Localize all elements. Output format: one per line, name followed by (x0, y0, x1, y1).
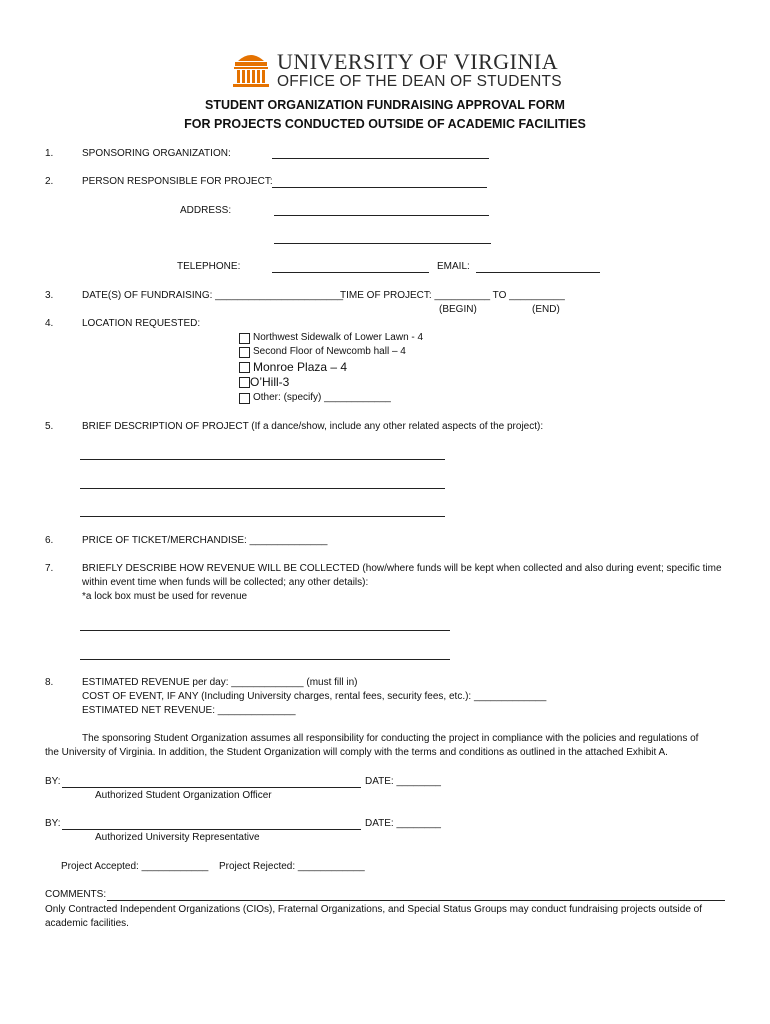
location-label: Second Floor of Newcomb hall – 4 (253, 346, 406, 357)
sponsoring-organization-field[interactable] (272, 158, 489, 159)
compliance-statement-line2: the University of Virginia. In addition, the Student Organization will comply with the terms and conditions as outlined in the attached Exhibit A. (45, 747, 668, 758)
revenue-collection-field-1[interactable] (80, 630, 450, 631)
price-of-ticket[interactable]: PRICE OF TICKET/MERCHANDISE: ______________ (82, 535, 328, 546)
time-of-project[interactable]: TIME OF PROJECT: __________ TO __________ (340, 290, 565, 301)
university-name: UNIVERSITY OF VIRGINIA (277, 49, 559, 74)
representative-signature-field[interactable] (62, 829, 361, 830)
address-field-2[interactable] (274, 243, 491, 244)
eligibility-note-line2: academic facilities. (45, 918, 129, 929)
revenue-collection-question-line1: BRIEFLY DESCRIBE HOW REVENUE WILL BE COLLECTED (how/where funds will be kept when collected and also during event; specific time (82, 563, 722, 574)
uva-rotunda-logo (232, 49, 270, 89)
form-title-line2: FOR PROJECTS CONDUCTED OUTSIDE OF ACADEMIC FACILITIES (184, 117, 586, 131)
email-label: EMAIL: (437, 261, 470, 272)
project-accepted[interactable]: Project Accepted: ____________ (61, 861, 209, 872)
project-rejected[interactable]: Project Rejected: ____________ (219, 861, 365, 872)
estimated-revenue[interactable]: ESTIMATED REVENUE per day: _____________ (must fill in) (82, 677, 358, 688)
by-label-1: BY: (45, 776, 61, 787)
location-requested-label: LOCATION REQUESTED: (82, 318, 201, 329)
project-description-field-3[interactable] (80, 516, 445, 517)
project-description-field-2[interactable] (80, 488, 445, 489)
location-label: Northwest Sidewalk of Lower Lawn - 4 (253, 332, 424, 343)
email-field[interactable] (476, 272, 600, 273)
cost-of-event[interactable]: COST OF EVENT, IF ANY (Including University charges, rental fees, security fees, etc.): _____________ (82, 691, 547, 702)
officer-date[interactable]: DATE: ________ (365, 776, 441, 787)
checkbox[interactable] (239, 347, 250, 358)
by-label-2: BY: (45, 818, 61, 829)
representative-date[interactable]: DATE: ________ (365, 818, 441, 829)
revenue-collection-question-line2: within event time when funds will be collected; any other details): (82, 577, 369, 588)
checkbox[interactable] (239, 377, 250, 388)
eligibility-note-line1: Only Contracted Independent Organizations (CIOs), Fraternal Organizations, and Special Status Groups may conduct fundraising projects outside of (45, 904, 703, 915)
address-field-1[interactable] (274, 215, 489, 216)
checkbox[interactable] (239, 393, 250, 404)
location-label: O’Hill-3 (250, 375, 290, 389)
location-label: Other: (specify) ____________ (253, 392, 391, 403)
lock-box-note: *a lock box must be used for revenue (82, 591, 248, 602)
dates-of-fundraising[interactable]: DATE(S) OF FUNDRAISING: _______________________ (82, 290, 344, 301)
item-number-6: 6. (45, 535, 54, 546)
officer-signature-field[interactable] (62, 787, 361, 788)
compliance-statement-line1: The sponsoring Student Organization assumes all responsibility for conducting the project in compliance with the policies and regulations of (82, 733, 699, 744)
person-responsible-label: PERSON RESPONSIBLE FOR PROJECT: (82, 176, 273, 187)
item-number-1: 1. (45, 148, 54, 159)
estimated-net-revenue[interactable]: ESTIMATED NET REVENUE: ______________ (82, 705, 296, 716)
checkbox[interactable] (239, 362, 250, 373)
person-responsible-field[interactable] (272, 187, 487, 188)
comments-label: COMMENTS: (45, 889, 107, 900)
form-title-line1: STUDENT ORGANIZATION FUNDRAISING APPROVAL FORM (205, 98, 565, 112)
item-number-7: 7. (45, 563, 54, 574)
item-number-8: 8. (45, 677, 54, 688)
item-number-3: 3. (45, 290, 54, 301)
officer-role-label: Authorized Student Organization Officer (95, 790, 272, 801)
representative-role-label: Authorized University Representative (95, 832, 260, 843)
item-number-2: 2. (45, 176, 54, 187)
checkbox[interactable] (239, 333, 250, 344)
project-description-label: BRIEF DESCRIPTION OF PROJECT (If a dance/show, include any other related aspects of the project): (82, 421, 544, 432)
project-description-field-1[interactable] (80, 459, 445, 460)
item-number-4: 4. (45, 318, 54, 329)
item-number-5: 5. (45, 421, 54, 432)
location-label: Monroe Plaza – 4 (253, 360, 348, 374)
office-name: OFFICE OF THE DEAN OF STUDENTS (277, 73, 562, 90)
sponsoring-organization-label: SPONSORING ORGANIZATION: (82, 148, 231, 159)
revenue-collection-field-2[interactable] (80, 659, 450, 660)
address-label: ADDRESS: (180, 205, 232, 216)
telephone-field[interactable] (272, 272, 429, 273)
end-label: (END) (532, 304, 560, 315)
telephone-label: TELEPHONE: (177, 261, 241, 272)
begin-label: (BEGIN) (439, 304, 477, 315)
comments-field[interactable] (107, 900, 725, 901)
